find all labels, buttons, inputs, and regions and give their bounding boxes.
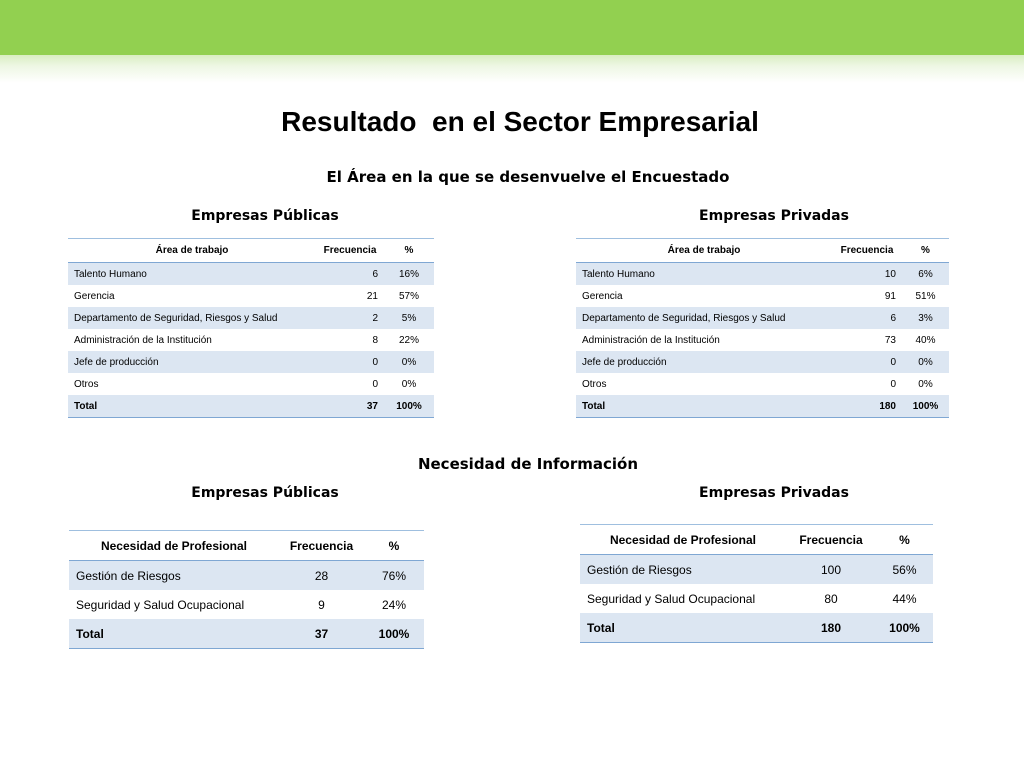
table-cell: 3% xyxy=(918,312,933,324)
table-cell: Jefe de producción xyxy=(74,356,159,368)
section-area-heading: El Área en la que se desenvuelve el Encuestado xyxy=(326,168,730,186)
column-header: Área de trabajo xyxy=(155,245,229,256)
table-cell: Otros xyxy=(582,378,607,390)
table-row xyxy=(68,329,434,351)
table-row xyxy=(68,307,434,329)
table-cell: 10 xyxy=(884,268,896,280)
table-row xyxy=(68,351,434,373)
need-publicas-table xyxy=(69,530,424,649)
table-cell: 40% xyxy=(915,334,936,346)
column-header: Frecuencia xyxy=(289,538,354,553)
column-header: Frecuencia xyxy=(323,245,377,256)
table-cell: Administración de la Institución xyxy=(74,334,212,346)
table-cell: Gerencia xyxy=(582,290,623,302)
table-cell: 37 xyxy=(366,400,378,412)
table-cell: 2 xyxy=(372,312,378,324)
table-cell: Seguridad y Salud Ocupacional xyxy=(587,591,756,606)
table-row xyxy=(68,373,434,395)
section-need-heading: Necesidad de Información xyxy=(417,455,639,473)
table-cell: 44% xyxy=(892,591,917,606)
table-row xyxy=(69,590,424,619)
table-cell: 24% xyxy=(381,597,407,612)
table-row xyxy=(580,584,933,613)
table-cell: Gerencia xyxy=(74,290,115,302)
table-cell: 21 xyxy=(366,290,378,302)
table-cell: Departamento de Seguridad, Riesgos y Salud xyxy=(582,312,786,324)
need-privadas-label: Empresas Privadas xyxy=(699,485,849,501)
header-stripe xyxy=(0,55,1024,83)
table-total-row xyxy=(69,619,424,649)
table-cell: 0% xyxy=(918,356,933,368)
table-cell: 22% xyxy=(398,334,419,346)
table-row xyxy=(576,307,949,329)
table-total-row xyxy=(580,613,933,643)
table-cell: 6 xyxy=(372,268,378,280)
area-publicas-label: Empresas Públicas xyxy=(191,208,339,224)
table-cell: 100% xyxy=(889,620,920,635)
column-header: % xyxy=(404,245,414,256)
column-header: Necesidad de Profesional xyxy=(609,532,757,547)
table-cell: Seguridad y Salud Ocupacional xyxy=(76,597,245,612)
table-cell: Otros xyxy=(74,378,99,390)
need-publicas-label: Empresas Públicas xyxy=(191,485,339,501)
table-cell: 0% xyxy=(401,356,417,368)
table-row xyxy=(576,285,949,307)
table-cell: Gestión de Riesgos xyxy=(587,562,692,577)
column-header: Área de trabajo xyxy=(667,245,741,256)
table-cell: 0 xyxy=(890,356,896,368)
table-cell: 100% xyxy=(396,400,422,412)
table-cell: 5% xyxy=(401,312,417,324)
table-cell: 100% xyxy=(378,626,410,641)
table-row xyxy=(68,285,434,307)
header-band xyxy=(0,0,1024,55)
area-privadas-label: Empresas Privadas xyxy=(699,208,849,224)
column-header: % xyxy=(388,538,400,553)
table-total-row xyxy=(576,395,949,418)
column-header: Frecuencia xyxy=(799,532,863,547)
table-cell: 37 xyxy=(314,626,329,641)
need-privadas-table xyxy=(580,524,933,643)
table-cell: 16% xyxy=(398,268,419,280)
table-cell: 0% xyxy=(918,378,933,390)
table-cell: 180 xyxy=(820,620,842,635)
table-cell: Talento Humano xyxy=(74,268,147,280)
table-cell: 28 xyxy=(314,568,329,583)
table-header-row xyxy=(69,531,424,561)
column-header: % xyxy=(921,245,930,256)
table-header-row xyxy=(576,239,949,263)
table-row xyxy=(576,351,949,373)
table-cell: 6 xyxy=(890,312,896,324)
table-cell: Total xyxy=(76,626,104,641)
table-cell: 80 xyxy=(824,591,838,606)
table-cell: 0% xyxy=(401,378,417,390)
table-cell: 57% xyxy=(398,290,419,302)
table-header-row xyxy=(68,239,434,263)
column-header: Necesidad de Profesional xyxy=(100,538,248,553)
table-cell: 100% xyxy=(912,400,939,412)
area-privadas-table xyxy=(576,238,949,418)
table-row xyxy=(68,263,434,286)
table-cell: 8 xyxy=(372,334,378,346)
table-cell: Total xyxy=(582,400,606,412)
column-header: % xyxy=(899,532,910,547)
table-cell: Total xyxy=(587,620,615,635)
page-title: Resultado en el Sector Empresarial xyxy=(281,106,759,137)
table-cell: 91 xyxy=(884,290,896,302)
table-cell: 76% xyxy=(381,568,407,583)
table-row xyxy=(576,373,949,395)
table-header-row xyxy=(580,525,933,555)
table-cell: 73 xyxy=(884,334,896,346)
table-cell: 0 xyxy=(890,378,896,390)
table-cell: 56% xyxy=(892,562,917,577)
table-cell: 9 xyxy=(318,597,325,612)
table-cell: Talento Humano xyxy=(582,268,655,280)
table-row xyxy=(69,561,424,591)
table-cell: 0 xyxy=(372,378,378,390)
table-cell: Administración de la Institución xyxy=(582,334,720,346)
table-row xyxy=(576,263,949,286)
table-cell: Total xyxy=(74,400,98,412)
table-cell: Gestión de Riesgos xyxy=(76,568,181,583)
table-row xyxy=(580,555,933,585)
table-row xyxy=(576,329,949,351)
table-cell: 6% xyxy=(918,268,933,280)
table-cell: 51% xyxy=(915,290,936,302)
table-cell: 100 xyxy=(820,562,842,577)
table-cell: 0 xyxy=(372,356,378,368)
table-cell: 180 xyxy=(879,400,896,412)
area-publicas-table xyxy=(68,238,434,418)
column-header: Frecuencia xyxy=(840,245,894,256)
table-cell: Departamento de Seguridad, Riesgos y Salud xyxy=(74,312,278,324)
table-cell: Jefe de producción xyxy=(582,356,667,368)
table-total-row xyxy=(68,395,434,418)
